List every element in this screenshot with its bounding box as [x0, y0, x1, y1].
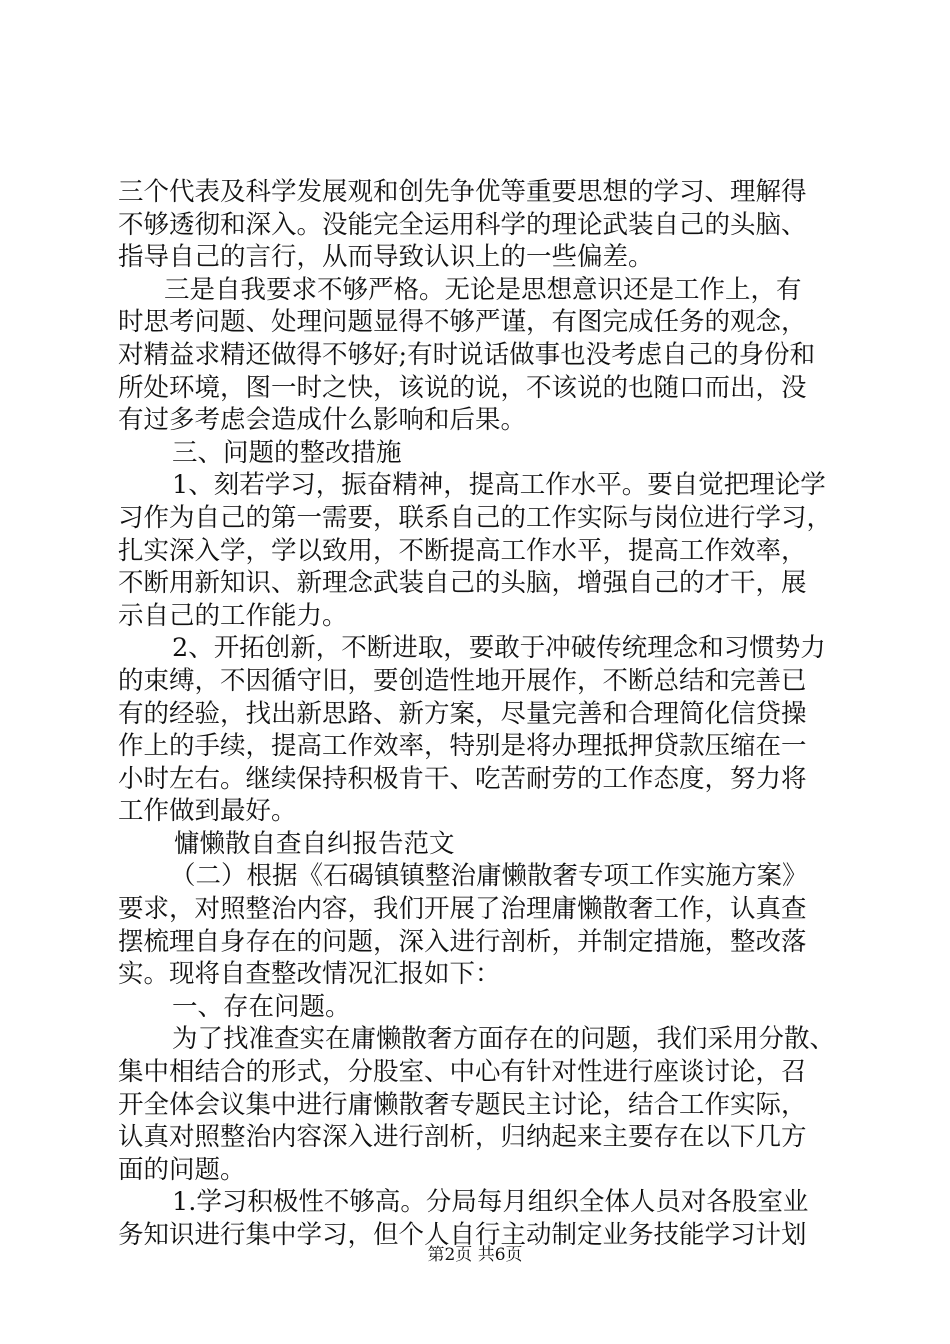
text-line: 的束缚，不因循守旧，要创造性地开展作，不断总结和完善已 [118, 665, 807, 696]
section-heading: 一、存在问题。 [172, 991, 351, 1022]
text-line: 扎实深入学，学以致用，不断提高工作水平，提高工作效率， [118, 535, 807, 566]
text-line: 1、刻若学习，振奋精神，提高工作水平。要自觉把理论学 [172, 470, 826, 501]
page-number: 第2页 共6页 [427, 1245, 523, 1265]
text-line: 1.学习积极性不够高。分局每月组织全体人员对各股室业 [172, 1187, 809, 1218]
section-heading: 慵懒散自查自纠报告范文 [174, 828, 455, 859]
text-line: 时思考问题、处理问题显得不够严谨，有图完成任务的观念， [118, 307, 807, 338]
text-line: 不够透彻和深入。没能完全运用科学的理论武装自己的头脑、 [118, 209, 807, 240]
text-line: 有的经验，找出新思路、新方案，尽量完善和合理简化信贷操 [118, 698, 807, 729]
text-line: 开全体会议集中进行庸懒散奢专题民主讨论，结合工作实际， [118, 1089, 807, 1120]
text-line: 集中相结合的形式，分股室、中心有针对性进行座谈讨论，召 [118, 1057, 807, 1088]
text-line: 不断用新知识、新理念武装自己的头脑，增强自己的才干，展 [118, 568, 807, 599]
text-line: 习作为自己的第一需要，联系自己的工作实际与岗位进行学习， [118, 502, 833, 533]
text-line: 对精益求精还做得不够好;有时说话做事也没考虑自己的身份和 [118, 339, 816, 370]
text-line: 有过多考虑会造成什么影响和后果。 [118, 405, 527, 436]
text-line: 小时左右。继续保持积极肯干、吃苦耐劳的工作态度，努力将 [118, 763, 807, 794]
text-line: 务知识进行集中学习，但个人自行主动制定业务技能学习计划 [118, 1220, 807, 1250]
section-heading: 三、问题的整改措施 [172, 437, 402, 468]
text-line: 三个代表及科学发展观和创先争优等重要思想的学习、理解得 [118, 177, 807, 207]
text-line: （二）根据《石碣镇镇整治庸懒散奢专项工作实施方案》 [170, 861, 808, 892]
text-line: 为了找准查实在庸懒散奢方面存在的问题，我们采用分散、 [172, 1024, 836, 1055]
text-line: 认真对照整治内容深入进行剖析，归纳起来主要存在以下几方 [118, 1122, 807, 1153]
text-line: 所处环境，图一时之快，该说的说，不该说的也随口而出，没 [118, 372, 807, 403]
text-line: 作上的手续，提高工作效率，特别是将办理抵押贷款压缩在一 [118, 731, 807, 762]
text-line: 三是自我要求不够严格。无论是思想意识还是工作上，有 [164, 274, 802, 305]
text-line: 摆梳理自身存在的问题，深入进行剖析，并制定措施，整改落 [118, 926, 807, 957]
text-line: 要求，对照整治内容，我们开展了治理庸懒散奢工作，认真查 [118, 894, 807, 925]
text-line: 工作做到最好。 [118, 796, 297, 827]
text-line: 面的问题。 [118, 1154, 246, 1185]
text-line: 指导自己的言行，从而导致认识上的一些偏差。 [118, 242, 654, 273]
document-body [118, 176, 838, 1252]
text-line: 实。现将自查整改情况汇报如下： [118, 959, 501, 990]
text-line: 2、开拓创新，不断进取，要敢于冲破传统理念和习惯势力 [172, 633, 826, 664]
text-line: 示自己的工作能力。 [118, 600, 348, 631]
